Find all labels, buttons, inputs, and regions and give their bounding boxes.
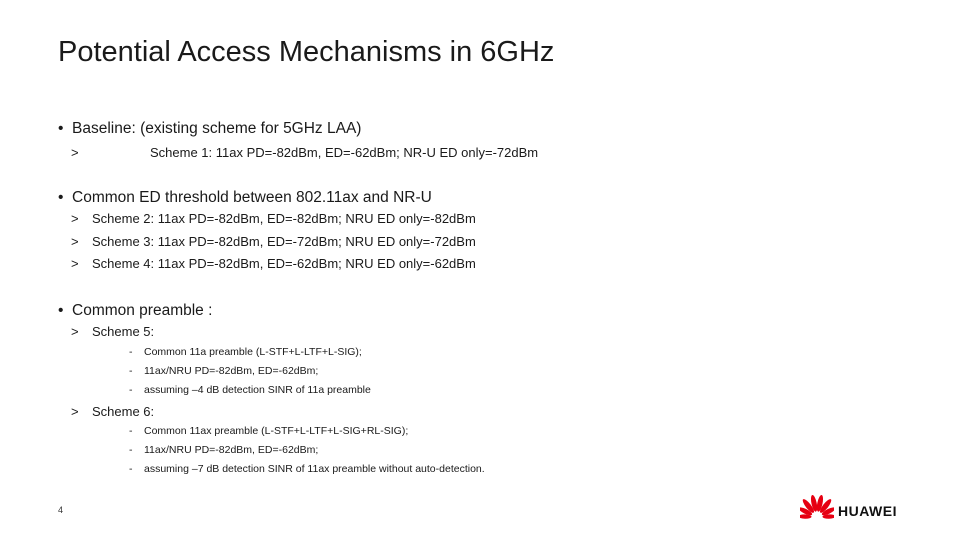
scheme-text: Scheme 3: 11ax PD=-82dBm, ED=-72dBm; NRU ED only=-72dBm — [92, 234, 476, 249]
section-common-ed — [58, 189, 432, 207]
scheme-label: Scheme 5: — [92, 324, 155, 339]
huawei-logo — [800, 494, 910, 528]
bullet-arrow: > — [71, 234, 79, 249]
bullet-dot: • — [58, 302, 64, 319]
section-heading: Baseline: (existing scheme for 5GHz LAA) — [72, 120, 362, 137]
bullet-dash: - — [129, 444, 133, 456]
scheme-text: Scheme 1: 11ax PD=-82dBm, ED=-62dBm; NR-U ED only=-72dBm — [150, 145, 539, 160]
bullet-dash: - — [129, 425, 133, 437]
huawei-wordmark: HUAWEI — [838, 503, 897, 519]
bullet-dash: - — [129, 365, 133, 377]
detail-item — [129, 444, 318, 456]
detail-text: assuming –7 dB detection SINR of 11ax preamble without auto-detection. — [144, 463, 485, 475]
page-number: 4 — [58, 505, 64, 515]
detail-text: Common 11ax preamble (L-STF+L-LTF+L-SIG+RL-SIG); — [144, 425, 409, 437]
scheme-text: Scheme 2: 11ax PD=-82dBm, ED=-82dBm; NRU ED only=-82dBm — [92, 211, 476, 226]
detail-item — [129, 365, 318, 377]
detail-item — [129, 346, 362, 358]
list-item-scheme-3 — [71, 234, 476, 249]
section-baseline — [58, 120, 361, 138]
bullet-arrow: > — [71, 211, 79, 226]
detail-item — [129, 463, 485, 475]
list-item-scheme-6 — [71, 404, 154, 419]
bullet-arrow: > — [71, 324, 79, 339]
list-item-scheme-2 — [71, 211, 476, 226]
section-heading: Common ED threshold between 802.11ax and NR-U — [72, 189, 432, 206]
detail-text: assuming –4 dB detection SINR of 11a preamble — [144, 384, 371, 396]
bullet-arrow: > — [71, 256, 79, 271]
list-item-scheme-5 — [71, 324, 154, 339]
detail-text: Common 11a preamble (L-STF+L-LTF+L-SIG); — [144, 346, 362, 358]
bullet-arrow: > — [71, 404, 79, 419]
section-heading: Common preamble : — [72, 302, 213, 319]
bullet-dash: - — [129, 384, 133, 396]
detail-text: 11ax/NRU PD=-82dBm, ED=-62dBm; — [144, 444, 319, 456]
huawei-flower-icon — [800, 494, 834, 522]
section-common-preamble — [58, 302, 212, 320]
bullet-dash: - — [129, 346, 133, 358]
list-item-scheme-4 — [71, 256, 476, 271]
bullet-dot: • — [58, 120, 64, 137]
scheme-text: Scheme 4: 11ax PD=-82dBm, ED=-62dBm; NRU ED only=-62dBm — [92, 256, 476, 271]
detail-text: 11ax/NRU PD=-82dBm, ED=-62dBm; — [144, 365, 319, 377]
bullet-arrow: > — [71, 145, 79, 160]
detail-item — [129, 384, 371, 396]
bullet-dot: • — [58, 189, 64, 206]
detail-item — [129, 425, 408, 437]
list-item-scheme-1 — [71, 145, 538, 160]
slide-title: Potential Access Mechanisms in 6GHz — [58, 36, 555, 68]
scheme-label: Scheme 6: — [92, 404, 155, 419]
bullet-dash: - — [129, 463, 133, 475]
